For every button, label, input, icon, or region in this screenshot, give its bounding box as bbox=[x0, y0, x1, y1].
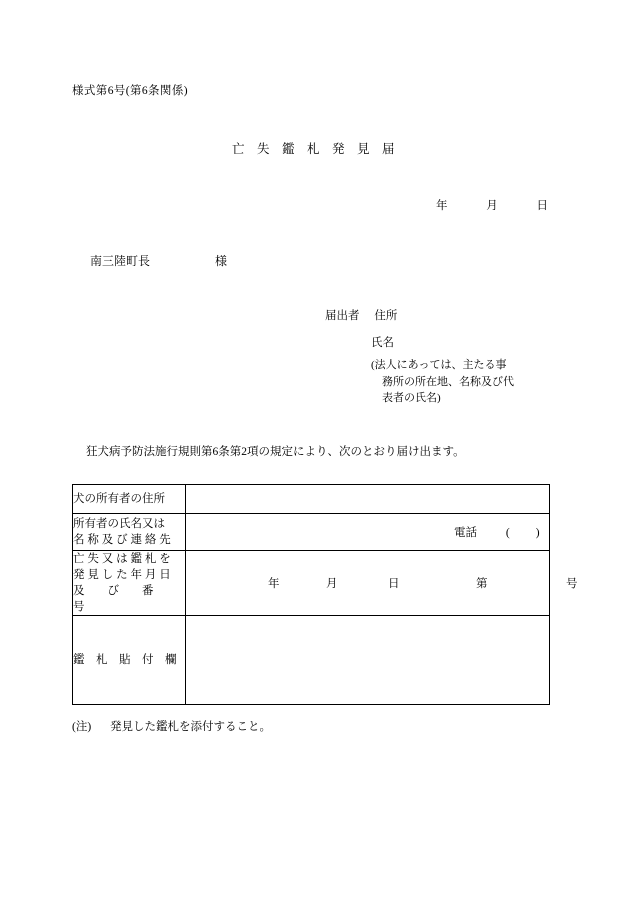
form-table bbox=[72, 484, 578, 705]
table-row-tag-attachment bbox=[73, 616, 550, 705]
row-label-found-date-line-2: 発 見 し た 年 月 日 bbox=[73, 569, 171, 581]
row-value-found-date[interactable] bbox=[186, 551, 578, 616]
date-month-label: 月 bbox=[486, 200, 498, 212]
statute-text: 狂犬病予防法施行規則第6条第2項の規定により、次のとおり届け出ます。 bbox=[86, 446, 465, 458]
date-day-label: 日 bbox=[536, 200, 548, 212]
row-label-found-date bbox=[73, 551, 186, 616]
row-label-owner-name-line-2: 名 称 及 び 連 絡 先 bbox=[73, 534, 171, 546]
corporate-note-line-2: 務所の所在地、名称及び代 bbox=[382, 375, 514, 388]
row-value-owner-address[interactable] bbox=[186, 485, 550, 514]
phone-group bbox=[454, 524, 540, 540]
footnote bbox=[72, 718, 271, 734]
form-number: 様式第6号(第6条関係) bbox=[72, 85, 188, 97]
date-line bbox=[436, 197, 548, 213]
submitter-address-label: 住所 bbox=[374, 310, 398, 322]
phone-paren bbox=[506, 527, 540, 539]
table-row-owner-name bbox=[73, 514, 550, 551]
found-date-line bbox=[186, 551, 578, 615]
phone-label: 電話 bbox=[454, 527, 477, 539]
row-label-tag-attachment: 鑑 札 貼 付 欄 bbox=[73, 616, 186, 705]
footnote-text: 発見した鑑札を添付すること。 bbox=[110, 721, 272, 733]
addressee-honorific: 様 bbox=[215, 254, 228, 268]
addressee bbox=[90, 252, 227, 269]
phone-line bbox=[186, 514, 549, 550]
table-row-found-date bbox=[73, 551, 550, 616]
phone-paren-open: ( bbox=[505, 527, 510, 539]
found-year-label: 年 bbox=[268, 578, 280, 590]
corporate-note bbox=[371, 357, 551, 407]
submitter-row bbox=[325, 307, 397, 323]
row-label-owner-name bbox=[73, 514, 186, 551]
submitter-label: 届出者 bbox=[325, 310, 360, 322]
found-day-label: 日 bbox=[388, 578, 400, 590]
phone-paren-close: ) bbox=[535, 527, 540, 539]
document-title: 亡 失 鑑 札 発 見 届 bbox=[232, 142, 395, 156]
row-label-found-date-line-3: 及 び 番 号 bbox=[73, 585, 177, 613]
table-row-owner-address bbox=[73, 485, 550, 514]
addressee-name: 南三陸町長 bbox=[90, 254, 151, 268]
row-label-owner-address: 犬の所有者の住所 bbox=[73, 485, 186, 514]
found-month-label: 月 bbox=[326, 578, 338, 590]
submitter-name-label: 氏名 bbox=[371, 337, 394, 349]
corporate-note-line-3: 表者の氏名) bbox=[382, 392, 441, 404]
row-label-found-date-line-1: 亡 失 又 は 鑑 札 を bbox=[73, 553, 171, 565]
date-year-label: 年 bbox=[436, 200, 448, 212]
found-number-suffix: 号 bbox=[566, 578, 578, 590]
footnote-marker: (注) bbox=[72, 721, 92, 733]
found-number-prefix: 第 bbox=[476, 578, 488, 590]
row-value-tag-attachment[interactable] bbox=[186, 616, 550, 705]
corporate-note-line-1: (法人にあっては、主たる事 bbox=[371, 359, 507, 371]
row-value-owner-name[interactable] bbox=[186, 514, 550, 551]
row-label-owner-name-line-1: 所有者の氏名又は bbox=[73, 518, 165, 530]
